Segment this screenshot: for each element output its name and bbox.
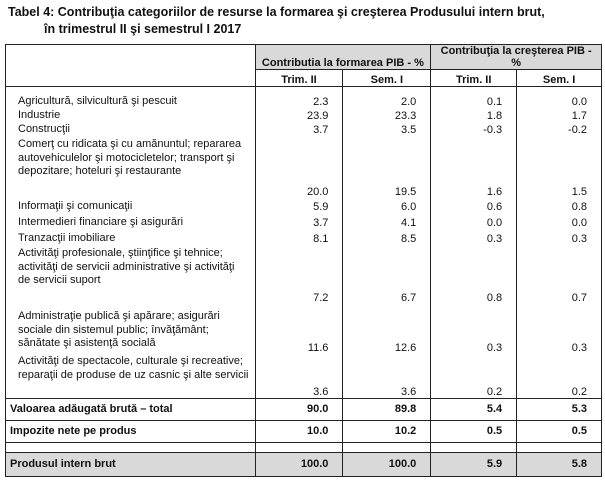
table-row <box>6 354 602 398</box>
row-label: Informaţii şi comunicaţii <box>6 198 256 213</box>
cell-value: 90.0 <box>255 398 343 420</box>
title-line-2: în trimestrul II şi semestrul I 2017 <box>44 22 242 36</box>
cell-value: 1.8 <box>431 108 517 122</box>
cell-value: 8.1 <box>255 229 343 245</box>
cell-value: 0.6 <box>431 198 517 213</box>
cell-value: 8.5 <box>343 229 431 245</box>
cell-value: 10.2 <box>343 420 431 442</box>
cell-value: -0.2 <box>517 122 602 136</box>
cell-value: 100.0 <box>255 452 343 476</box>
table-row <box>6 122 602 136</box>
row-label: Tranzacţii imobiliare <box>6 229 256 245</box>
header-growth: Contribuţia la creşterea PIB - % <box>431 45 602 70</box>
row-label: Agricultură, silvicultură şi pescuit <box>6 95 256 109</box>
cell-value: 2.3 <box>255 95 343 109</box>
cell-value: 0.7 <box>517 245 602 304</box>
cell-value: 5.9 <box>431 452 517 476</box>
total-row <box>6 420 602 442</box>
cell-value: 0.8 <box>517 198 602 213</box>
cell-value: 12.6 <box>343 304 431 354</box>
cell-value: 6.0 <box>343 198 431 213</box>
row-label: Comerţ cu ridicata şi cu amănuntul; repararea autovehiculelor şi motocicletelor; transport şi depozitare; hoteluri şi restaurante <box>6 136 256 198</box>
cell-value: 4.1 <box>343 213 431 229</box>
cell-value: -0.3 <box>431 122 517 136</box>
cell-value: 89.8 <box>343 398 431 420</box>
cell-value: 1.7 <box>517 108 602 122</box>
cell-value: 11.6 <box>255 304 343 354</box>
cell-value: 6.7 <box>343 245 431 304</box>
row-label: Industrie <box>6 108 256 122</box>
cell-value: 1.5 <box>517 136 602 198</box>
cell-value: 1.6 <box>431 136 517 198</box>
header-sem-i-growth: Sem. I <box>517 70 602 87</box>
row-label: Impozite nete pe produs <box>6 420 256 442</box>
cell-value: 2.0 <box>343 95 431 109</box>
cell-value: 0.3 <box>517 229 602 245</box>
table-row <box>6 304 602 354</box>
table-row <box>6 136 602 198</box>
cell-value: 0.0 <box>431 213 517 229</box>
cell-value: 20.0 <box>255 136 343 198</box>
table-row <box>6 108 602 122</box>
cell-value: 5.3 <box>517 398 602 420</box>
cell-value: 100.0 <box>343 452 431 476</box>
header-row-groups <box>6 45 602 70</box>
cell-value: 0.5 <box>517 420 602 442</box>
cell-value: 0.8 <box>431 245 517 304</box>
cell-value: 0.2 <box>431 354 517 398</box>
cell-value: 3.6 <box>343 354 431 398</box>
table-row <box>6 229 602 245</box>
title-line-1: Tabel 4: Contribuţia categoriilor de resurse la formarea şi creşterea Produsului intern brut, <box>8 5 545 19</box>
cell-value: 23.3 <box>343 108 431 122</box>
table-title <box>8 4 545 38</box>
cell-value: 0.5 <box>431 420 517 442</box>
cell-value: 19.5 <box>343 136 431 198</box>
header-trim-ii-formation: Trim. II <box>255 70 343 87</box>
cell-value: 0.2 <box>517 354 602 398</box>
row-label: Construcţii <box>6 122 256 136</box>
cell-value: 5.4 <box>431 398 517 420</box>
gdp-contribution-table <box>5 44 602 477</box>
total-row <box>6 398 602 420</box>
header-trim-ii-growth: Trim. II <box>431 70 517 87</box>
row-label: Intermedieri financiare şi asigurări <box>6 213 256 229</box>
cell-value: 3.7 <box>255 213 343 229</box>
row-label: Administraţie publică şi apărare; asigurări sociale din sistemul public; învăţământ; sănătate şi asistenţă socială <box>6 304 256 354</box>
cell-value: 3.7 <box>255 122 343 136</box>
cell-value: 0.1 <box>431 95 517 109</box>
cell-value: 23.9 <box>255 108 343 122</box>
row-label: Activităţi de spectacole, culturale şi recreative; reparaţii de produse de uz casnic şi alte servicii <box>6 354 256 398</box>
header-blank <box>6 45 256 87</box>
row-label: Activităţi profesionale, ştiinţifice şi tehnice; activităţi de servicii administrative şi activităţi de servicii suport <box>6 245 256 304</box>
row-label: Valoarea adăugată brută – total <box>6 398 256 420</box>
cell-value: 7.2 <box>255 245 343 304</box>
cell-value: 5.9 <box>255 198 343 213</box>
table-row <box>6 198 602 213</box>
gdp-row <box>6 452 602 476</box>
cell-value: 3.6 <box>255 354 343 398</box>
cell-value: 3.5 <box>343 122 431 136</box>
table-row <box>6 95 602 109</box>
cell-value: 0.3 <box>517 304 602 354</box>
cell-value: 0.3 <box>431 304 517 354</box>
cell-value: 0.3 <box>431 229 517 245</box>
cell-value: 10.0 <box>255 420 343 442</box>
cell-value: 0.0 <box>517 213 602 229</box>
table-row <box>6 245 602 304</box>
cell-value: 5.8 <box>517 452 602 476</box>
header-formation: Contributia la formarea PIB - % <box>255 45 431 70</box>
cell-value: 0.0 <box>517 95 602 109</box>
table-row <box>6 213 602 229</box>
row-label: Produsul intern brut <box>6 452 256 476</box>
header-sem-i-formation: Sem. I <box>343 70 431 87</box>
